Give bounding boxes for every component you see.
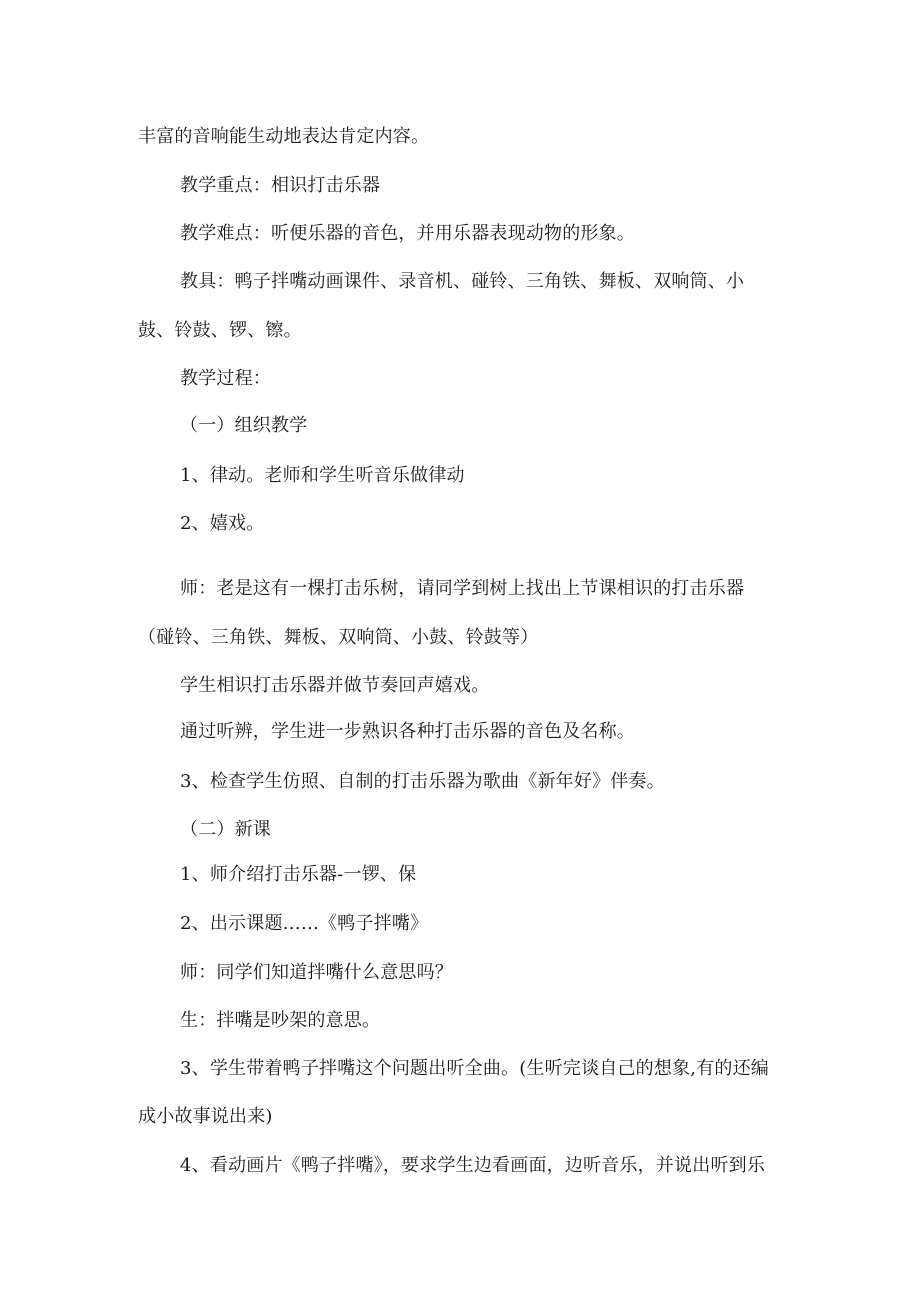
text-line-12: 学生相识打击乐器并做节奏回声嬉戏。 (180, 675, 490, 696)
text-line-8: 1、律动。老师和学生听音乐做律动 (180, 465, 465, 486)
text-line-16: 1、师介绍打击乐器-一锣、保 (180, 864, 417, 885)
text-line-7: （一）组织教学 (180, 415, 308, 436)
text-line-10: 师：老是这有一棵打击乐树，请同学到树上找出上节课相识的打击乐器 (180, 578, 745, 599)
text-line-17: 2、出示课题……《鸭子拌嘴》 (180, 913, 429, 934)
text-line-4: 教具：鸭子拌嘴动画课件、录音机、碰铃、三角铁、舞板、双响筒、小 (180, 271, 745, 292)
text-line-20: 3、学生带着鸭子拌嘴这个问题出听全曲。(生听完谈自己的想象,有的还编 (180, 1058, 769, 1079)
text-line-13: 通过听辨，学生进一步熟识各种打击乐器的音色及名称。 (180, 721, 635, 742)
text-line-3: 教学难点：听便乐器的音色，并用乐器表现动物的形象。 (180, 223, 635, 244)
text-line-18: 师：同学们知道拌嘴什么意思吗？ (180, 962, 453, 983)
text-line-6: 教学过程： (180, 368, 271, 389)
text-line-22: 4、看动画片《鸭子拌嘴》，要求学生边看画面，边听音乐，并说出听到乐 (180, 1155, 766, 1176)
text-line-1: 丰富的音响能生动地表达肯定内容。 (138, 126, 430, 147)
text-line-9: 2、嬉戏。 (180, 513, 265, 534)
text-line-11: （碰铃、三角铁、舞板、双响筒、小鼓、铃鼓等） (138, 627, 539, 648)
text-line-15: （二）新课 (180, 819, 271, 840)
text-line-19: 生：拌嘴是吵架的意思。 (180, 1010, 381, 1031)
text-line-5: 鼓、铃鼓、锣、镲。 (138, 320, 302, 341)
text-line-2: 教学重点：相识打击乐器 (180, 175, 381, 196)
text-line-14: 3、检查学生仿照、自制的打击乐器为歌曲《新年好》伴奏。 (180, 771, 665, 792)
text-line-21: 成小故事说出来) (138, 1106, 273, 1127)
